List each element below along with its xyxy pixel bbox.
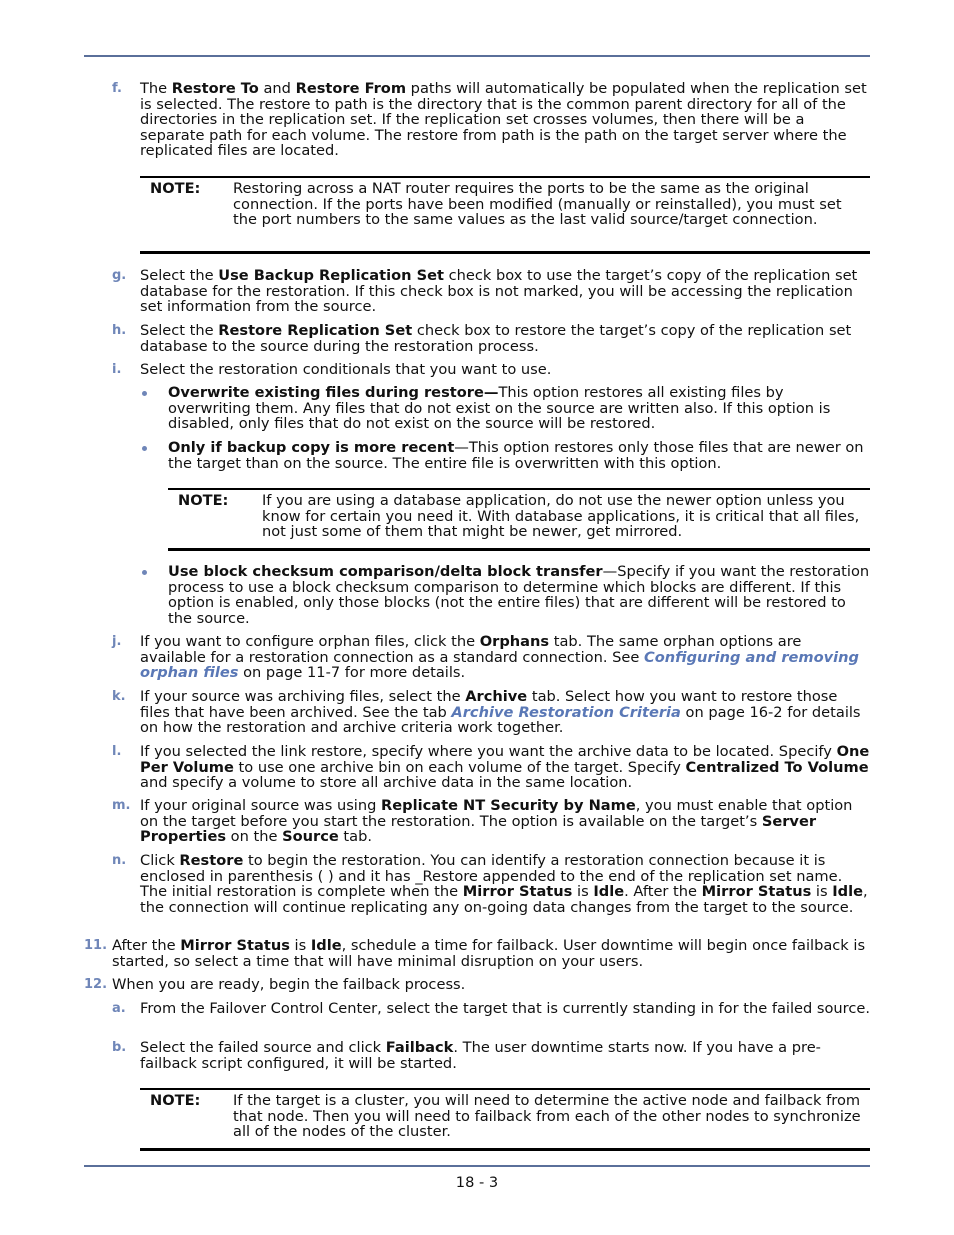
step-11-text: After the Mirror Status is Idle, schedule a time for failback. User downtime will begin once failback is started, so select a time that will have minimal disruption on your users. [112,937,866,970]
archive-restoration-link[interactable]: Archive Restoration Criteria [451,703,681,721]
note-label: NOTE: [150,180,201,197]
step-m-text: If your original source was using Replicate NT Security by Name, you must enable that option on the target before you start the restoration. The option is available on the target’s Server Properties on the Source tab. [140,797,853,846]
step-marker: l. [112,744,122,759]
note-label: NOTE: [150,1092,201,1109]
bullet-dot [142,446,147,451]
bullet-overwrite-text: Overwrite existing files during restore—This option restores all existing files by overwriting them. Any files that do not exist on the source are written also. If this option is disabled, only files that do not exist on the source will be restored. [168,384,831,433]
step-i-text: Select the restoration conditionals that you want to use. [140,361,552,378]
step-b-text: Select the failed source and click Failback. The user downtime starts now. If you have a pre-failback script configured, it will be started. [140,1039,821,1072]
step-marker: f. [112,81,122,96]
step-a-text: From the Failover Control Center, select the target that is currently standing in for the failed source. [140,1000,871,1017]
step-h-text: Select the Restore Replication Set check box to restore the target’s copy of the replication set database to the source during the restoration process. [140,322,852,355]
note-text: If the target is a cluster, you will need to determine the active node and failback from that node. Then you will need to failback from each of the other nodes to synchronize all of the nodes of the cluster. [233,1092,861,1141]
bullet-dot [142,570,147,575]
step-marker: m. [112,798,131,813]
step-l-text: If you selected the link restore, specify where you want the archive data to be located. Specify One Per Volume to use one archive bin on each volume of the target. Specify Centralized To Volume and specify a volume to store all archive data in the same location. [140,743,870,792]
header-rule [84,55,870,57]
step-n-text: Click Restore to begin the restoration. You can identify a restoration connection because it is enclosed in parenthesis ( ) and it has _Restore appended to the end of the replication set name. The initial restoration is complete when the Mirror Status is Idle. After the Mirror Status is Idle, the connection will continue replicating any on-going data changes from the target to the source. [140,852,868,916]
page-number: 18 - 3 [455,1174,499,1191]
note-box [168,488,870,551]
step-f-text: The Restore To and Restore From paths will automatically be populated when the replication set is selected. The restore to path is the directory that is the common parent directory for all of the directories in the replication set. If the replication set crosses volumes, then there will be a separate path for each volume. The restore from path is the path on the target server where the replicated files are located. [140,80,867,160]
step-12-text: When you are ready, begin the failback process. [112,976,466,993]
step-marker: b. [112,1040,127,1055]
step-j-text: If you want to configure orphan files, click the Orphans tab. The same orphan options are available for a restoration connection as a standard connection. See Configuring and removing orphan files on page 11-7 for more details. [140,633,859,682]
step-marker: h. [112,323,127,338]
note-text: If you are using a database application, do not use the newer option unless you know for certain you need it. With database applications, it is critical that all files, not just some of them that might be newer, get mirrored. [262,492,860,541]
note-text: Restoring across a NAT router requires the ports to be the same as the original connection. If the ports have been modified (manually or reinstalled), you must set the port numbers to the same values as the last valid source/target connection. [233,180,842,229]
step-marker: 12. [84,977,108,992]
step-marker: g. [112,268,127,283]
note-box [140,176,870,254]
orphan-files-link[interactable]: Configuring and removing orphan files [140,648,859,682]
step-marker: i. [112,362,122,377]
note-label: NOTE: [178,492,229,509]
step-marker: a. [112,1001,126,1016]
footer-rule [84,1165,870,1167]
step-marker: j. [112,634,122,649]
step-marker: n. [112,853,127,868]
step-marker: k. [112,689,126,704]
note-box [140,1088,870,1151]
step-g-text: Select the Use Backup Replication Set check box to use the target’s copy of the replication set database for the restoration. If this check box is not marked, you will be accessing the replication set information from the source. [140,267,858,316]
bullet-checksum-text: Use block checksum comparison/delta block transfer—Specify if you want the restoration process to use a block checksum comparison to determine which blocks are different. If this option is enabled, only those blocks (not the entire files) that are different will be restored to the source. [168,563,870,627]
bullet-recent-text: Only if backup copy is more recent—This option restores only those files that are newer on the target than on the source. The entire file is overwritten with this option. [168,439,864,472]
step-k-text: If your source was archiving files, select the Archive tab. Select how you want to restore those files that have been archived. See the tab Archive Restoration Criteria on page 16-2 for details on how the restoration and archive criteria work together. [140,688,861,737]
step-marker: 11. [84,938,108,953]
bullet-dot [142,391,147,396]
